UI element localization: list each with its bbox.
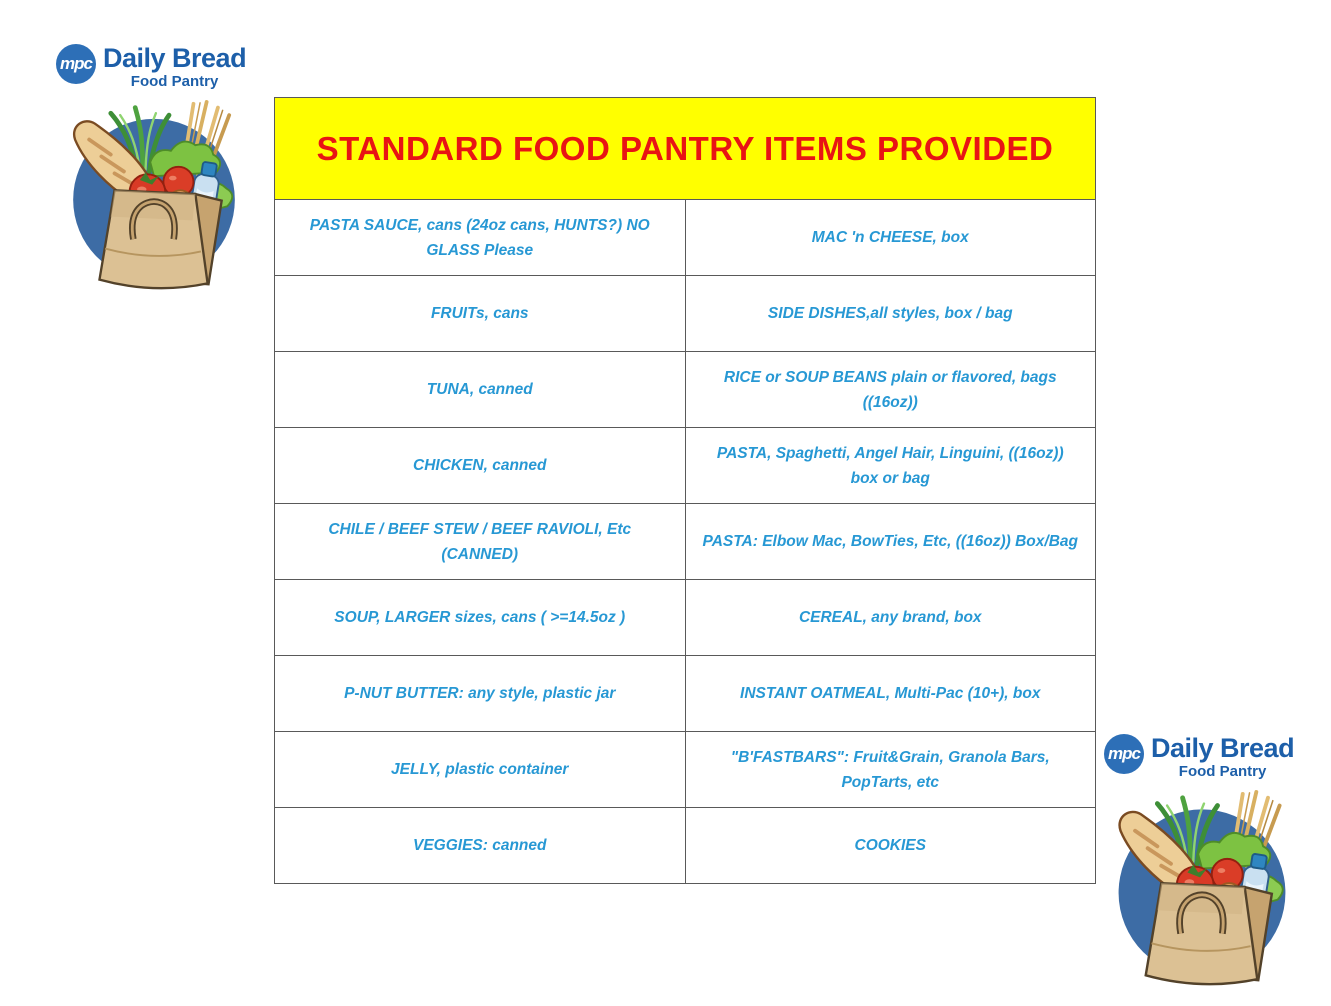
table-row [275, 580, 1096, 656]
table-row [275, 276, 1096, 352]
logo-subtitle: Food Pantry [130, 73, 219, 91]
grocery-bag-illustration [60, 96, 248, 294]
pantry-item-cell: PASTA: Elbow Mac, BowTies, Etc, ((16oz)) Box/Bag [685, 504, 1096, 580]
logo-subtitle: Food Pantry [1178, 763, 1267, 781]
pantry-item-cell: "B'FASTBARS": Fruit&Grain, Granola Bars, PopTarts, etc [685, 732, 1096, 808]
pantry-item-cell: MAC 'n CHEESE, box [685, 200, 1096, 276]
pantry-item-cell: CHICKEN, canned [275, 428, 686, 504]
logo-title: Daily Bread [103, 43, 247, 73]
pantry-item-cell: PASTA SAUCE, cans (24oz cans, HUNTS?) NO GLASS Please [275, 200, 686, 276]
grocery-bag-illustration [1105, 786, 1299, 990]
pantry-item-cell: SOUP, LARGER sizes, cans ( >=14.5oz ) [275, 580, 686, 656]
mpc-logo-icon: mpc [56, 44, 96, 84]
table-row [275, 504, 1096, 580]
pantry-item-cell: JELLY, plastic container [275, 732, 686, 808]
pantry-item-cell: INSTANT OATMEAL, Multi-Pac (10+), box [685, 656, 1096, 732]
page-title: STANDARD FOOD PANTRY ITEMS PROVIDED [275, 98, 1096, 200]
pantry-item-cell: SIDE DISHES,all styles, box / bag [685, 276, 1096, 352]
pantry-item-cell: FRUITs, cans [275, 276, 686, 352]
table-row [275, 656, 1096, 732]
pantry-item-cell: RICE or SOUP BEANS plain or flavored, bags ((16oz)) [685, 352, 1096, 428]
pantry-item-cell: TUNA, canned [275, 352, 686, 428]
pantry-item-cell: CHILE / BEEF STEW / BEEF RAVIOLI, Etc (CANNED) [275, 504, 686, 580]
pantry-item-cell: COOKIES [685, 808, 1096, 884]
table-row [275, 352, 1096, 428]
logo-daily-bread-top [56, 44, 252, 294]
pantry-item-cell: PASTA, Spaghetti, Angel Hair, Linguini, ((16oz)) box or bag [685, 428, 1096, 504]
mpc-logo-icon: mpc [1104, 734, 1144, 774]
pantry-items-table [274, 97, 1096, 884]
pantry-item-cell: VEGGIES: canned [275, 808, 686, 884]
table-row [275, 200, 1096, 276]
logo-header [1104, 734, 1300, 780]
table-row [275, 808, 1096, 884]
logo-daily-bread-bottom [1104, 734, 1300, 990]
logo-header [56, 44, 252, 90]
table-row [275, 732, 1096, 808]
table-row [275, 428, 1096, 504]
pantry-item-cell: CEREAL, any brand, box [685, 580, 1096, 656]
logo-title: Daily Bread [1151, 733, 1295, 763]
pantry-item-cell: P-NUT BUTTER: any style, plastic jar [275, 656, 686, 732]
table-title-row [275, 98, 1096, 200]
